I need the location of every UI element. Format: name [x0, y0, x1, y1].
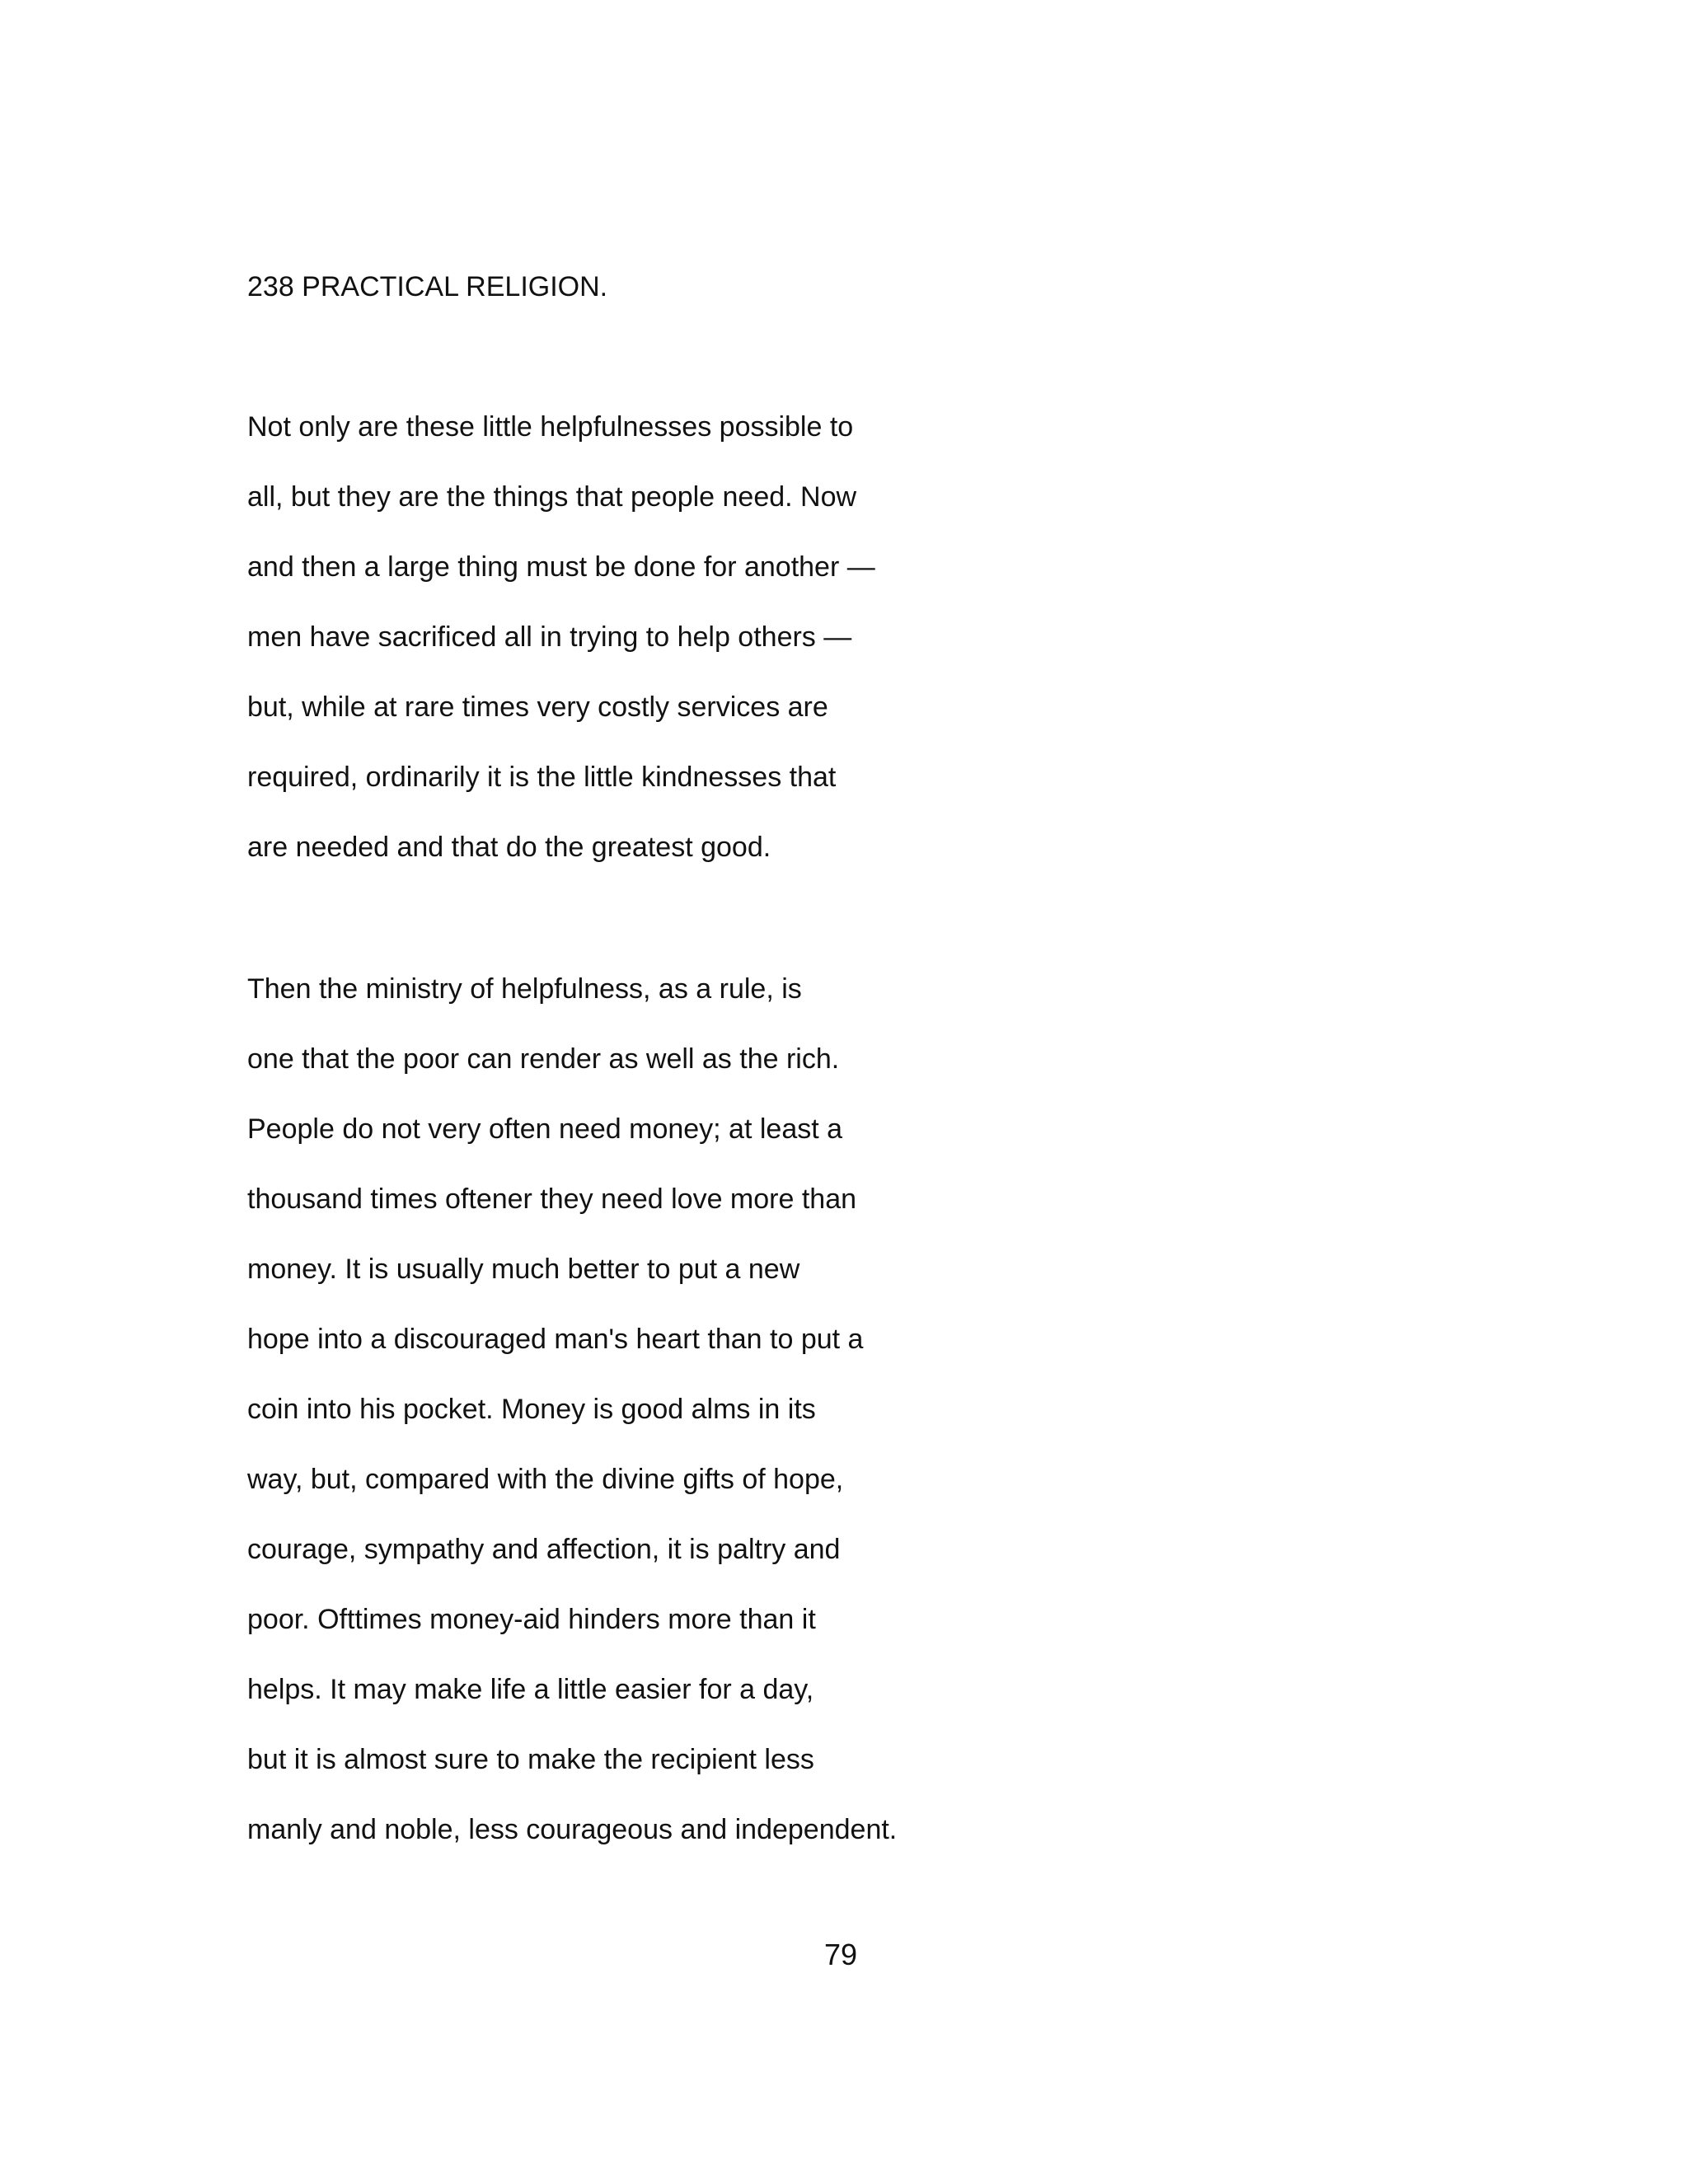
text-line: all, but they are the things that people need. Now: [247, 481, 857, 513]
text-line: thousand times oftener they need love more than: [247, 1183, 857, 1215]
text-line: hope into a discouraged man's heart than to put a: [247, 1324, 864, 1355]
text-line: are needed and that do the greatest good.: [247, 832, 771, 863]
text-line: Then the ministry of helpfulness, as a rule, is: [247, 973, 802, 1005]
running-head: 238 PRACTICAL RELIGION.: [247, 271, 608, 302]
text-line: money. It is usually much better to put a new: [247, 1254, 800, 1285]
text-line: and then a large thing must be done for another —: [247, 551, 875, 583]
text-line: but it is almost sure to make the recipient less: [247, 1744, 814, 1775]
text-line: courage, sympathy and affection, it is paltry and: [247, 1534, 841, 1565]
text-line: manly and noble, less courageous and independent.: [247, 1814, 898, 1845]
text-line: Not only are these little helpfulnesses possible to: [247, 411, 854, 443]
text-line: poor. Ofttimes money-aid hinders more than it: [247, 1604, 816, 1635]
text-line: coin into his pocket. Money is good alms in its: [247, 1394, 816, 1425]
text-line: People do not very often need money; at least a: [247, 1113, 843, 1145]
paragraph-1: [247, 405, 875, 896]
text-line: way, but, compared with the divine gifts of hope,: [247, 1464, 844, 1495]
text-line: helps. It may make life a little easier for a day,: [247, 1674, 814, 1705]
text-line: but, while at rare times very costly services are: [247, 691, 828, 723]
text-line: required, ordinarily it is the little kindnesses that: [247, 762, 837, 793]
text-line: one that the poor can render as well as the rich.: [247, 1043, 840, 1075]
text-line: men have sacrificed all in trying to help others —: [247, 621, 852, 653]
page-number: 79: [823, 1938, 858, 1971]
paragraph-2: [247, 968, 897, 1878]
